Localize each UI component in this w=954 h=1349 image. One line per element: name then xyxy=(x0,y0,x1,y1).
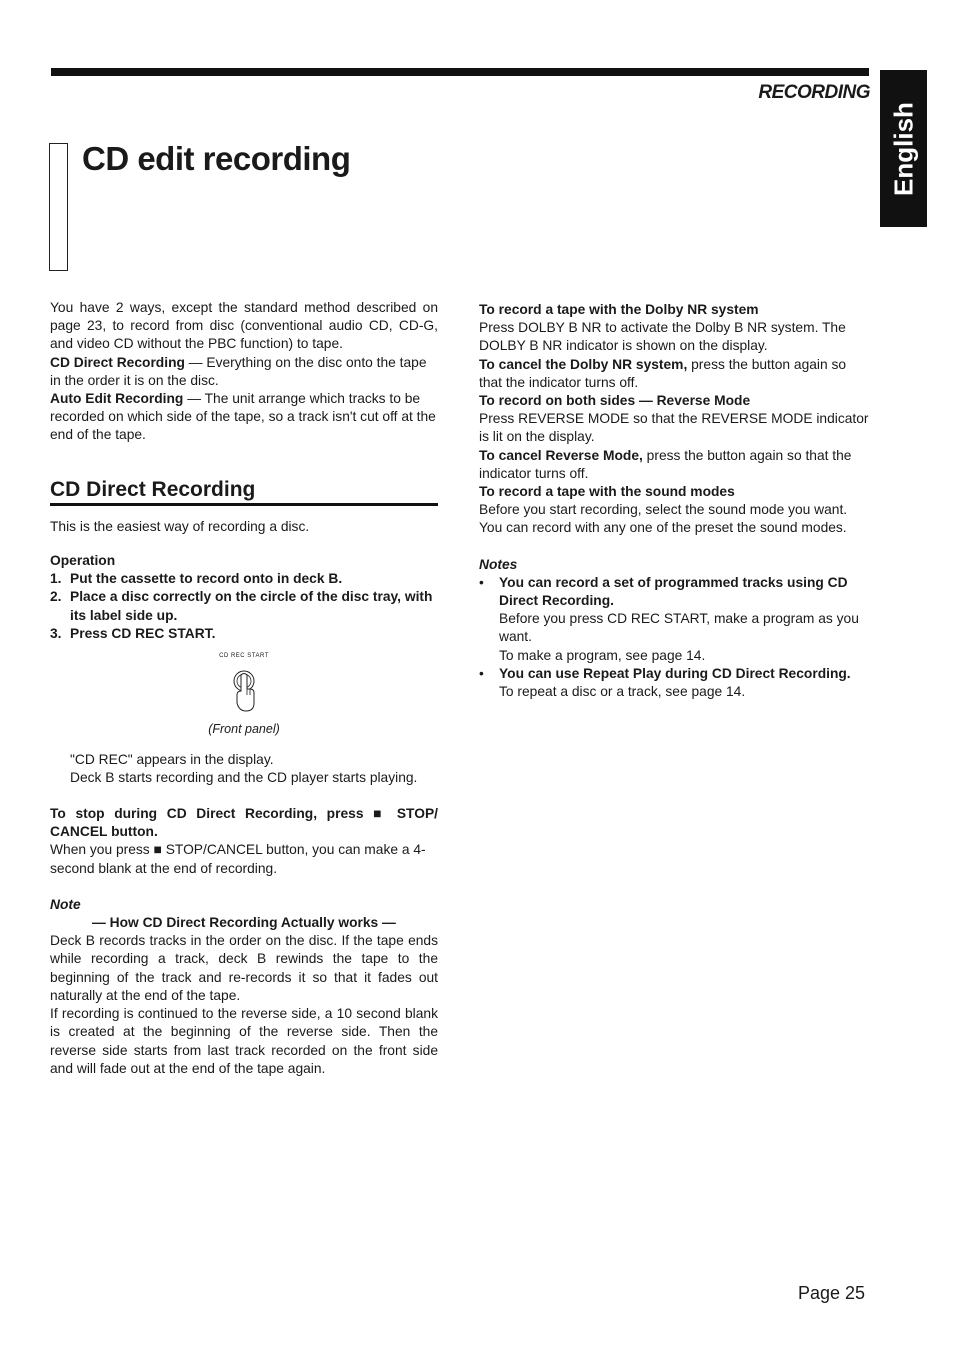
operation-label: Operation xyxy=(50,553,116,569)
dolby-cancel-text: press the button again so that the indicator turns off. xyxy=(479,356,847,390)
step-number: 1. xyxy=(50,571,62,587)
intro-item-auto-text: — The unit arrange which tracks to be recorded on which side of the tape, so a track isn't cut off at the end of the tape. xyxy=(50,391,436,443)
figure-caption: (Front panel) xyxy=(208,722,280,737)
step-item xyxy=(50,570,438,588)
left-column xyxy=(50,299,438,1078)
finger-press-icon xyxy=(224,665,264,715)
note-item xyxy=(479,574,871,665)
title-bracket xyxy=(49,143,68,271)
reverse-heading: To record on both sides — Reverse Mode xyxy=(479,393,751,409)
note-item-line: To repeat a disc or a track, see page 14. xyxy=(499,684,746,700)
header-rule xyxy=(51,68,869,76)
reverse-text: Press REVERSE MODE so that the REVERSE MODE indicator is lit on the display. xyxy=(479,411,869,445)
result-line-2: Deck B starts recording and the CD player starts playing. xyxy=(70,769,418,785)
language-tab xyxy=(880,70,927,227)
reverse-cancel xyxy=(479,447,871,483)
bullet-icon: • xyxy=(479,574,484,590)
step-text: Put the cassette to record onto in deck B. xyxy=(70,571,343,587)
operation-steps xyxy=(50,570,438,643)
note-label: Note xyxy=(50,896,81,912)
dolby-cancel-label: To cancel the Dolby NR system, xyxy=(479,356,688,372)
note-item-heading: You can record a set of programmed tracks using CD Direct Recording. xyxy=(499,574,848,609)
sound-text: Before you start recording, select the sound mode you want. You can record with any one of the preset the sound modes. xyxy=(479,502,848,536)
sound-heading: To record a tape with the sound modes xyxy=(479,484,735,500)
reverse-cancel-label: To cancel Reverse Mode, xyxy=(479,447,643,463)
dolby-heading: To record a tape with the Dolby NR system xyxy=(479,302,759,317)
note-item-line: To make a program, see page 14. xyxy=(499,647,706,663)
reverse-cancel-text: press the button again so that the indicator turns off. xyxy=(479,447,852,481)
bullet-icon: • xyxy=(479,665,484,681)
stop-text: When you press ■ STOP/CANCEL button, you can make a 4-second blank at the end of recording. xyxy=(50,842,426,876)
front-panel-figure xyxy=(50,647,438,739)
step-text: Place a disc correctly on the circle of the disc tray, with its label side up. xyxy=(70,589,433,623)
intro-item-direct-label: CD Direct Recording xyxy=(50,354,185,370)
note-heading: — How CD Direct Recording Actually works — xyxy=(92,915,396,931)
note-item xyxy=(479,665,871,701)
note-paragraph-1: Deck B records tracks in the order on the disc. If the tape ends while recording a track, deck B rewinds the tape to the beginning of the track and re-records it so that it fades out naturally at the end of the tape. xyxy=(50,933,438,1003)
dolby-cancel xyxy=(479,356,871,392)
language-tab-label: English xyxy=(888,101,918,196)
step-number: 2. xyxy=(50,589,62,605)
intro-item-auto xyxy=(50,390,438,445)
stop-heading: To stop during CD Direct Recording, press ■ STOP/ CANCEL button. xyxy=(50,806,438,840)
note-item-line: Before you press CD REC START, make a program as you want. xyxy=(499,611,859,645)
note-item-heading: You can use Repeat Play during CD Direct Recording. xyxy=(499,665,851,681)
section-lead: This is the easiest way of recording a disc. xyxy=(50,518,310,534)
step-item xyxy=(50,625,438,643)
figure-button-label: CD REC START xyxy=(219,653,269,660)
page-number: Page 25 xyxy=(797,1283,865,1303)
intro-paragraph: You have 2 ways, except the standard method described on page 23, to record from disc (conventional audio CD, CD-G, and video CD without the PBC function) to tape. xyxy=(50,300,438,352)
note-paragraph-2: If recording is continued to the reverse side, a 10 second blank is created at the beginning of the reverse side. Then the reverse side starts from last track recorded on the front side and will fade out at the end of the tape again. xyxy=(50,1006,438,1076)
step-number: 3. xyxy=(50,625,62,641)
notes-list xyxy=(479,574,871,701)
page-title: CD edit recording xyxy=(82,140,351,177)
notes-label: Notes xyxy=(479,556,518,572)
intro-item-auto-label: Auto Edit Recording xyxy=(50,391,184,407)
step-text: Press CD REC START. xyxy=(70,625,216,641)
result-line-1: "CD REC" appears in the display. xyxy=(70,751,274,767)
section-label: RECORDING xyxy=(758,82,870,103)
right-column xyxy=(479,301,871,701)
step-item xyxy=(50,588,438,624)
dolby-text: Press DOLBY B NR to activate the Dolby B NR system. The DOLBY B NR indicator is shown on the display. xyxy=(479,320,846,354)
intro-item-direct-text: — Everything on the disc onto the tape in the order it is on the disc. xyxy=(50,354,427,388)
section-heading: CD Direct Recording xyxy=(50,477,256,501)
intro-item-direct xyxy=(50,354,438,390)
